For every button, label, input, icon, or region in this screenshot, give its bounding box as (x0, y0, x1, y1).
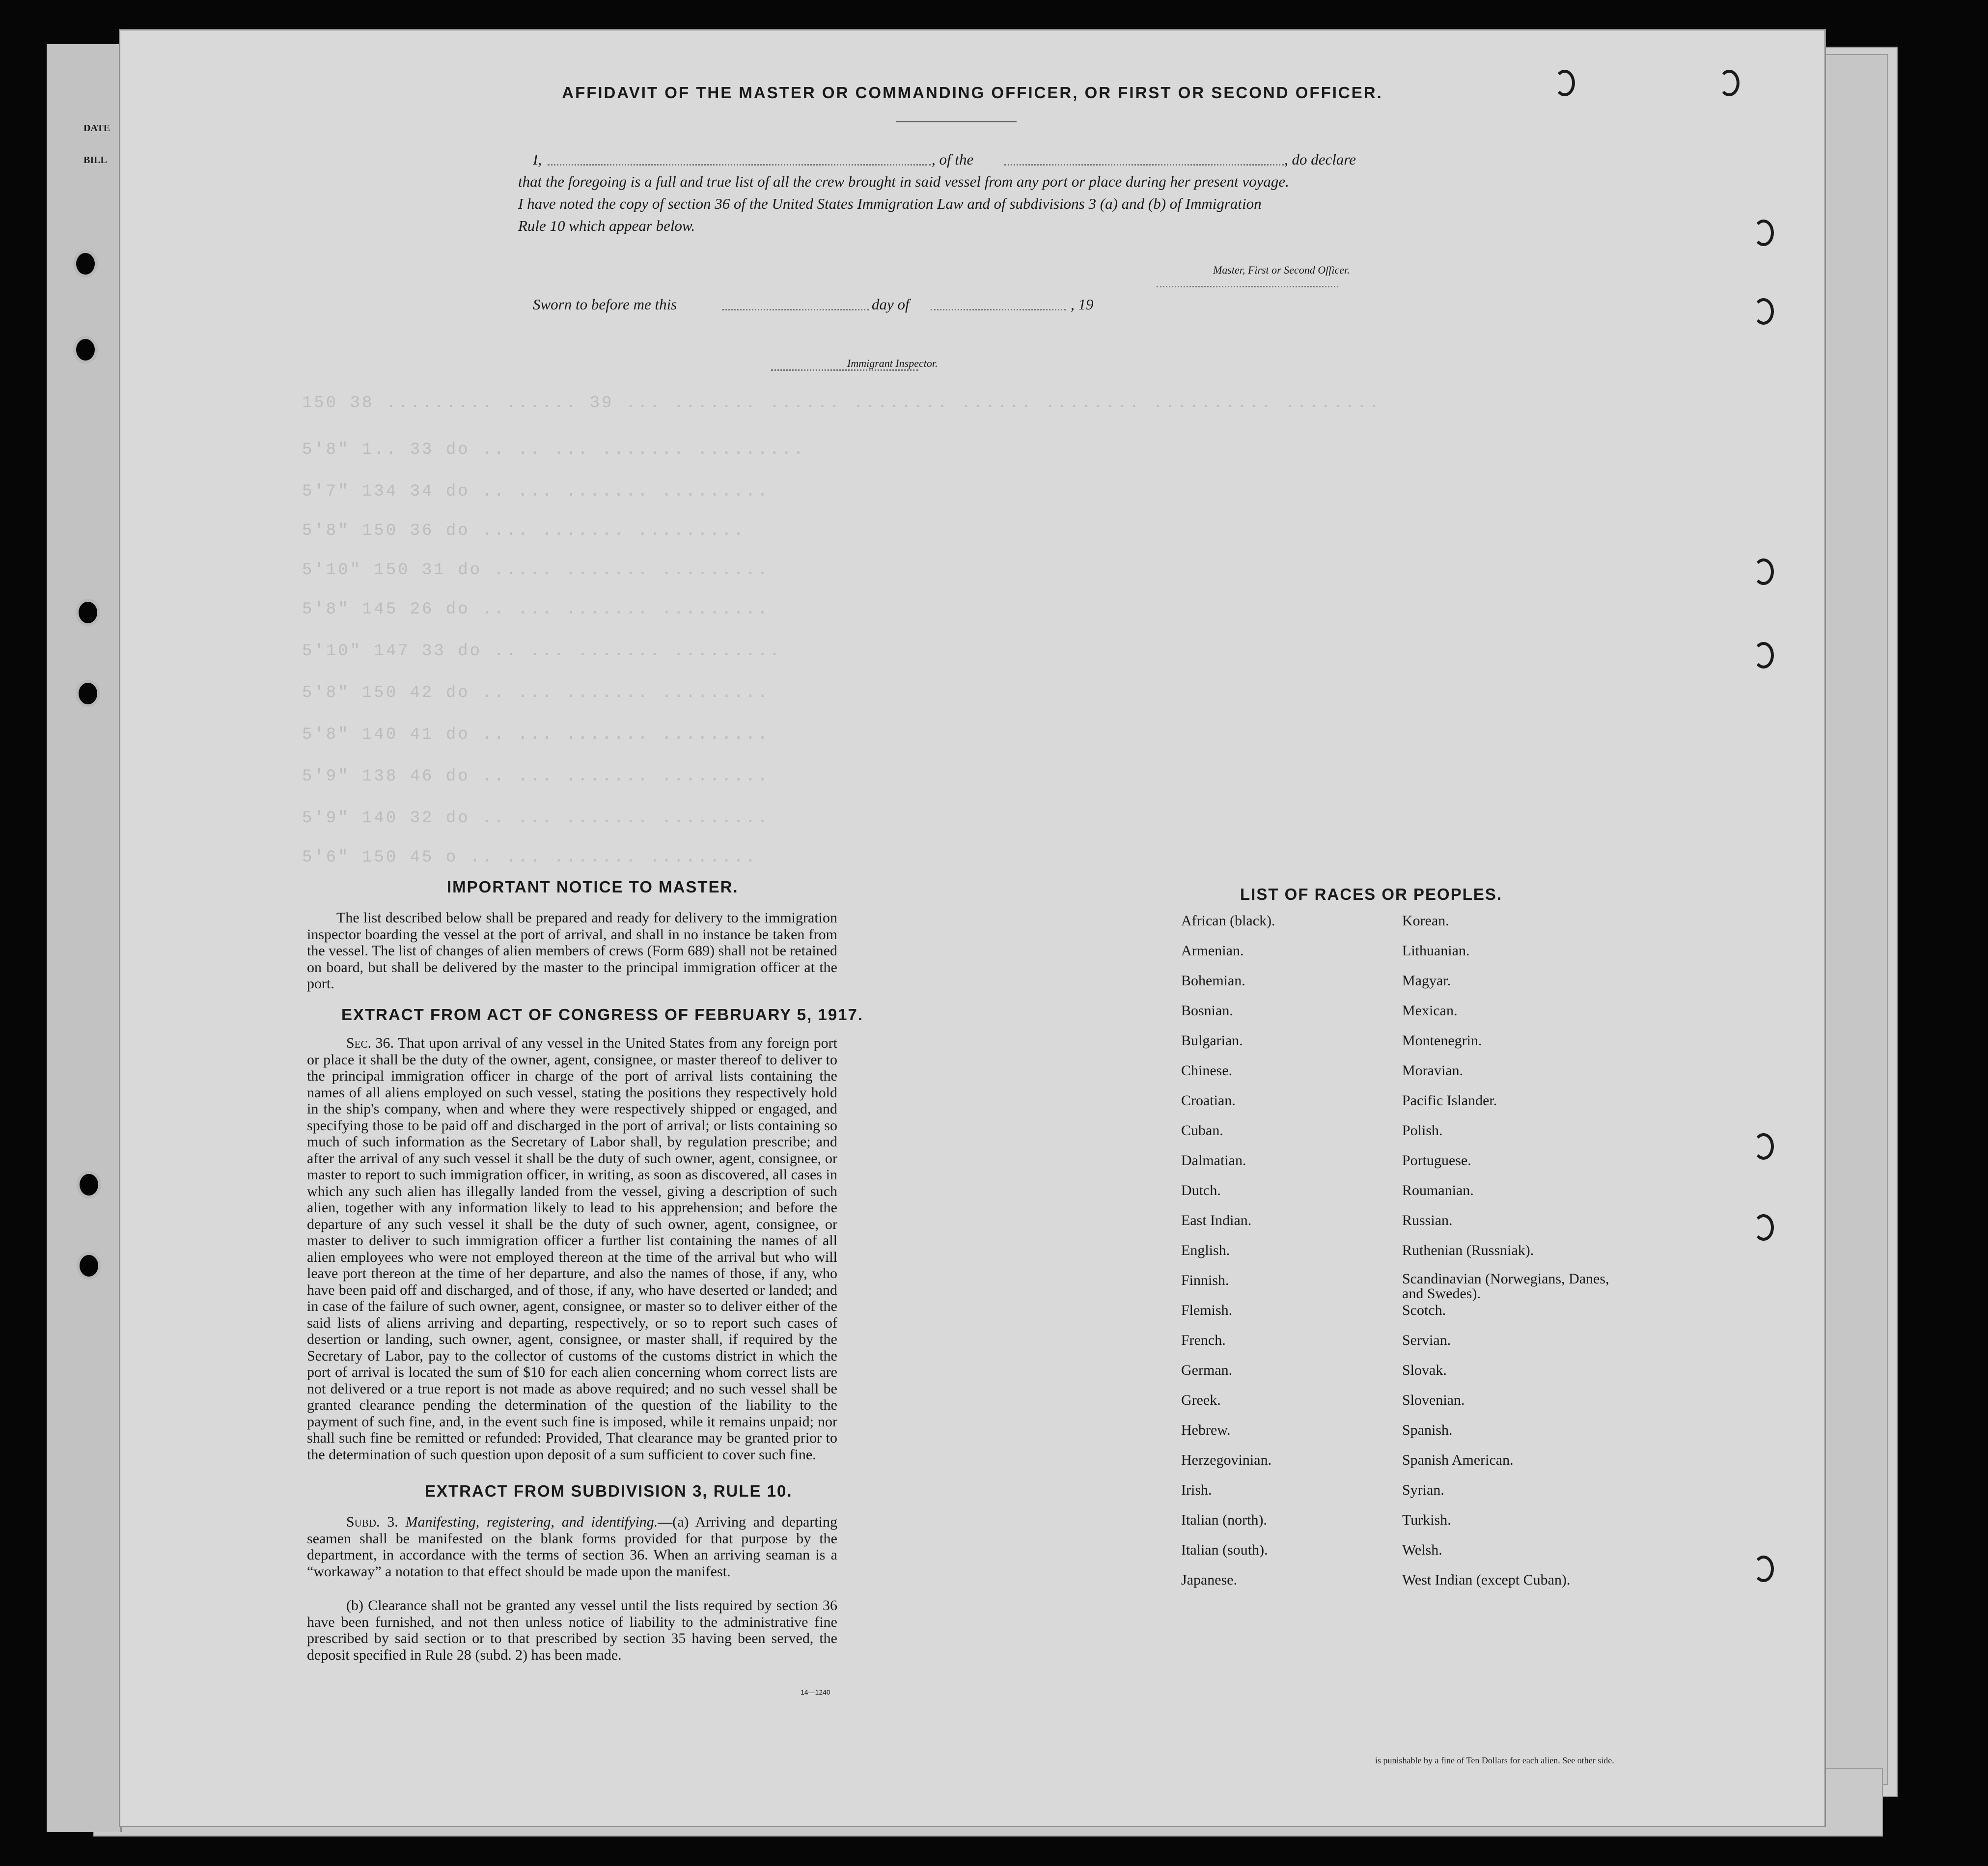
race-item: Italian (south). (1181, 1542, 1268, 1558)
bleed-through-row: 5'7" 134 34 do .. ... ....... ......... (302, 482, 770, 501)
subd-label: Subd. 3. (346, 1514, 398, 1530)
race-item: Moravian. (1402, 1062, 1463, 1079)
affidavit-line-4: Rule 10 which appear below. (518, 217, 695, 234)
name-blank[interactable] (548, 164, 931, 166)
extract-act-title: EXTRACT FROM ACT OF CONGRESS OF FEBRUARY 5, 1917. (341, 1005, 864, 1024)
punch-hole (1753, 1214, 1774, 1241)
race-item: Japanese. (1181, 1572, 1238, 1588)
month-blank[interactable] (931, 309, 1066, 310)
bleed-through-row: 5'9" 138 46 do .. ... ....... ......... (302, 767, 770, 786)
margin-label-date: DATE (83, 123, 110, 134)
rule-subd-a (307, 1514, 837, 1580)
bleed-through-row: 150 38 ......... ...... 39 ... ....... ...... ........ ...... ........ .......... ........ (302, 394, 1381, 413)
race-item: Cuban. (1181, 1122, 1223, 1139)
binding-strip (47, 44, 122, 1832)
race-item: Korean. (1402, 913, 1449, 929)
punch-hole (1753, 298, 1774, 325)
race-item: Slovenian. (1402, 1392, 1465, 1408)
notice-text: The list described below shall be prepared and ready for delivery to the immigration inspector boarding the vessel at the port of arrival, and shall in no instance be taken from the vessel. The list of changes of alien members of crews (Form 689) shall not be retained on board, but shall be delivered by the master to the principal immigration officer at the port. (307, 910, 837, 992)
affidavit-i: I, (533, 151, 542, 168)
affidavit-line-3: I have noted the copy of section 36 of the United States Immigration Law and of subdivisions 3 (a) and (b) of Immigration (518, 195, 1262, 212)
race-item: Spanish. (1402, 1422, 1453, 1438)
punch-hole (1753, 1556, 1774, 1582)
race-item: Servian. (1402, 1332, 1451, 1348)
race-item: Bosnian. (1181, 1003, 1233, 1019)
race-item: Welsh. (1402, 1542, 1442, 1558)
race-item: Croatian. (1181, 1092, 1236, 1109)
race-item: Bohemian. (1181, 973, 1245, 989)
race-item: Dalmatian. (1181, 1152, 1246, 1169)
subd-a-text: —(a) Arriving and departing seamen shall be manifested on the blank forms provided for that purpose by the department, in accordance with the terms of section 36. When an arriving seaman is a “workaway” a notation to that effect should be made upon the manifest. (307, 1514, 838, 1580)
race-item: Russian. (1402, 1212, 1453, 1228)
race-item: English. (1181, 1242, 1230, 1258)
signature-blank[interactable] (1157, 286, 1338, 287)
race-item: East Indian. (1181, 1212, 1252, 1228)
race-item: Spanish American. (1402, 1452, 1514, 1468)
bleed-through-row: 5'9" 140 32 do .. ... ....... ......... (302, 809, 770, 828)
race-item: Scandinavian (Norwegians, Danes, and Swedes). (1402, 1271, 1609, 1302)
race-item: Polish. (1402, 1122, 1443, 1139)
race-item: Herzegovinian. (1181, 1452, 1272, 1468)
race-item: Roumanian. (1402, 1182, 1474, 1198)
punch-hole (1753, 558, 1774, 585)
punch-hole (1753, 1133, 1774, 1160)
race-item: German. (1181, 1362, 1233, 1378)
title-rule (896, 121, 1017, 122)
races-column-2 (1402, 912, 1657, 1601)
race-item: Mexican. (1402, 1003, 1458, 1019)
race-item: African (black). (1181, 913, 1275, 929)
binding-hole (79, 683, 97, 704)
race-item: French. (1181, 1332, 1226, 1348)
affidavit-of-the: , of the (932, 151, 974, 168)
race-item: Scotch. (1402, 1302, 1446, 1318)
form-number: 14—1240 (801, 1688, 830, 1696)
race-item: Magyar. (1402, 973, 1451, 989)
race-item: Portuguese. (1402, 1152, 1471, 1169)
margin-label-bill: BILL (83, 155, 107, 166)
affidavit-title: AFFIDAVIT OF THE MASTER OR COMMANDING OFFICER, OR FIRST OR SECOND OFFICER. (562, 84, 1383, 102)
binding-hole (80, 1255, 98, 1277)
bleed-through-row: 5'8" 150 42 do .. ... ....... ......... (302, 684, 770, 702)
race-item: Armenian. (1181, 943, 1244, 959)
race-item: Bulgarian. (1181, 1032, 1243, 1049)
binding-hole (76, 339, 95, 361)
master-signature-label: Master, First or Second Officer. (1213, 264, 1350, 276)
binding-hole (76, 253, 95, 275)
bleed-through-row: 5'8" 145 26 do .. ... ....... ......... (302, 600, 770, 619)
bleed-through-row: 5'8" 150 36 do .... ....... ......... (302, 522, 746, 540)
race-item: Italian (north). (1181, 1512, 1267, 1528)
inspector-label: Immigrant Inspector. (847, 357, 938, 369)
affidavit-do-declare: , do declare (1284, 151, 1356, 168)
race-item: Chinese. (1181, 1062, 1233, 1079)
day-of-label: day of (872, 296, 910, 313)
race-item: Hebrew. (1181, 1422, 1231, 1438)
binding-hole (80, 1174, 98, 1196)
extract-act-text (307, 1035, 837, 1463)
subd-heading: Manifesting, registering, and identifying. (405, 1514, 658, 1530)
bleed-through-row: 5'6" 150 45 o .. ... ....... ......... (302, 848, 758, 867)
punch-hole (1753, 220, 1774, 246)
race-item: Ruthenian (Russniak). (1402, 1242, 1534, 1258)
document-page (120, 30, 1824, 1826)
race-item: West Indian (except Cuban). (1402, 1572, 1571, 1588)
bleed-through-row: 5'10" 150 31 do ..... ....... ......... (302, 561, 770, 580)
race-item: Turkish. (1402, 1512, 1451, 1528)
extract-rule-title: EXTRACT FROM SUBDIVISION 3, RULE 10. (425, 1482, 793, 1500)
year-label: , 19 (1071, 296, 1094, 313)
races-title: LIST OF RACES OR PEOPLES. (1240, 885, 1503, 903)
race-item: Slovak. (1402, 1362, 1447, 1378)
race-item: Finnish. (1181, 1272, 1229, 1288)
footer-note: is punishable by a fine of Ten Dollars for each alien. See other side. (1375, 1755, 1614, 1765)
race-item: Greek. (1181, 1392, 1221, 1408)
sec-36-text: That upon arrival of any vessel in the United States from any foreign port or place it shall be the duty of the owner, agent, consignee, or master thereof to deliver to the principal immigration officer in charge of the port of arrival lists containing the names of all aliens employed on such vessel, stating the positions they respectively hold in the ship's company, when and where they were respectively shipped or engaged, and specifying those to be paid off and discharged in the port of arrival; or lists containing so much of such information as the Secretary of Labor shall, by regulation prescribe; and after the arrival of any such vessel it shall be the duty of such owner, agent, consignee, or master to report to such immigration officer, in writing, as soon as discovered, all cases in which any such alien has illegally landed from the vessel, giving a description of such alien, together with any information likely to lead to his apprehension; and before the departure of any such vessel it shall be the duty of such owner, agent, consignee, or master to deliver to such immigration officer a further list containing the names of all alien employees who were not employed thereon at the time of the arrival but who will leave port thereon at the time of her departure, and also the names of those, if any, who have been paid off and discharged, and of those, if any, who have deserted or landed; and in case of the failure of such owner, agent, consignee, or master so to deliver either of the said lists of aliens arriving and departing, respectively, or so to report such cases of desertion or landing, such owner, agent, consignee, or master shall, if required by the Secretary of Labor, pay to the collector of customs of the customs district in which the port of arrival is located the sum of $10 for each alien concerning whom correct lists are not delivered or a true report is not made as above required; and no such vessel shall be granted clearance pending the determination of the question of the liability to the payment of such fine, and, in the event such fine is imposed, while it remains unpaid; nor shall such fine be remitted or refunded: Provided, That clearance may be granted prior to the determination of such question upon deposit of a sum sufficient to cover such fine. (307, 1035, 837, 1463)
affidavit-line-2: that the foregoing is a full and true list of all the crew brought in said vessel from any port or place during her present voyage. (518, 173, 1289, 190)
rule-subd-b: (b) Clearance shall not be granted any vessel until the lists required by section 36 have been furnished, and not then unless notice of liability to the administrative fine prescribed by said section or to that prescribed by section 35 having been served, the deposit specified in Rule 28 (subd. 2) has been made. (307, 1597, 837, 1663)
sworn-label: Sworn to before me this (533, 296, 677, 313)
race-item: Syrian. (1402, 1482, 1444, 1498)
races-column-1 (1181, 912, 1387, 1601)
race-item: Pacific Islander. (1402, 1092, 1497, 1109)
binding-hole (79, 602, 97, 623)
race-item: Montenegrin. (1402, 1032, 1482, 1049)
vessel-blank[interactable] (1004, 164, 1284, 166)
bleed-through-row: 5'8" 1.. 33 do .. .. ... ....... ......... (302, 441, 805, 459)
notice-title: IMPORTANT NOTICE TO MASTER. (447, 878, 739, 896)
race-item: Irish. (1181, 1482, 1212, 1498)
bleed-through-row: 5'10" 147 33 do .. ... ....... ......... (302, 642, 782, 661)
race-item: Flemish. (1181, 1302, 1233, 1318)
punch-hole (1753, 642, 1774, 668)
bleed-through-row: 5'8" 140 41 do .. ... ....... ......... (302, 725, 770, 744)
under-sheet-right-2 (1817, 54, 1888, 1785)
sec-label: Sec. 36. (346, 1035, 394, 1051)
sworn-day-blank[interactable] (722, 309, 869, 310)
race-item: Dutch. (1181, 1182, 1221, 1198)
race-item: Lithuanian. (1402, 943, 1470, 959)
